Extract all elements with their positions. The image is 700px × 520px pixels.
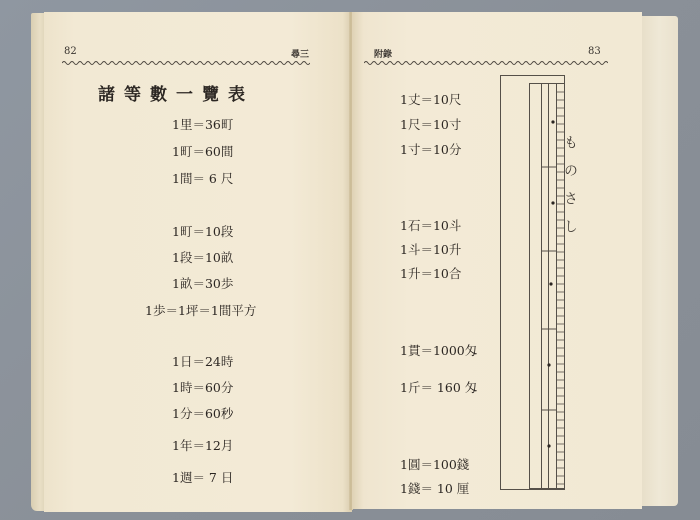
equation: 1斗＝10升 [400,242,462,257]
equation: 1週＝ 7 日 [172,470,234,485]
page-stack-right [640,16,678,506]
running-header: 附錄 [374,50,393,60]
page-number: 82 [64,46,77,57]
equation: 1錢＝ 10 厘 [400,481,470,496]
page-title: 諸等數一覽表 [98,85,254,105]
wavy-rule [62,60,310,66]
equation: 1分＝60秒 [172,406,234,421]
equation: 1貫＝1000匁 [400,343,478,358]
equation: 1間＝ 6 尺 [172,171,234,186]
right-page [352,12,642,509]
equation: 1年＝12月 [172,438,234,453]
equation: 1丈＝10尺 [400,92,462,107]
equation: 1町＝60間 [172,144,234,159]
equation: 1斤＝ 160 匁 [400,380,478,395]
equation: 1石＝10斗 [400,218,462,233]
equation: 1時＝60分 [172,380,234,395]
equation: 1寸＝10分 [400,142,462,157]
equation: 1歩＝1坪＝1間平方 [145,303,257,318]
equation: 1尺＝10寸 [400,117,462,132]
equation: 1圓＝100錢 [400,457,470,472]
wavy-rule [364,60,608,66]
left-page [44,12,352,512]
running-header: 尋三 [291,50,310,60]
equation: 1町＝10段 [172,224,234,239]
equation: 1里＝36町 [172,117,234,132]
ruler-label: ものさし [562,135,578,247]
page-number: 83 [588,46,601,57]
equation: 1日＝24時 [172,354,234,369]
equation: 1段＝10畝 [172,250,234,265]
equation: 1畝＝30歩 [172,276,234,291]
equation: 1升＝10合 [400,266,462,281]
